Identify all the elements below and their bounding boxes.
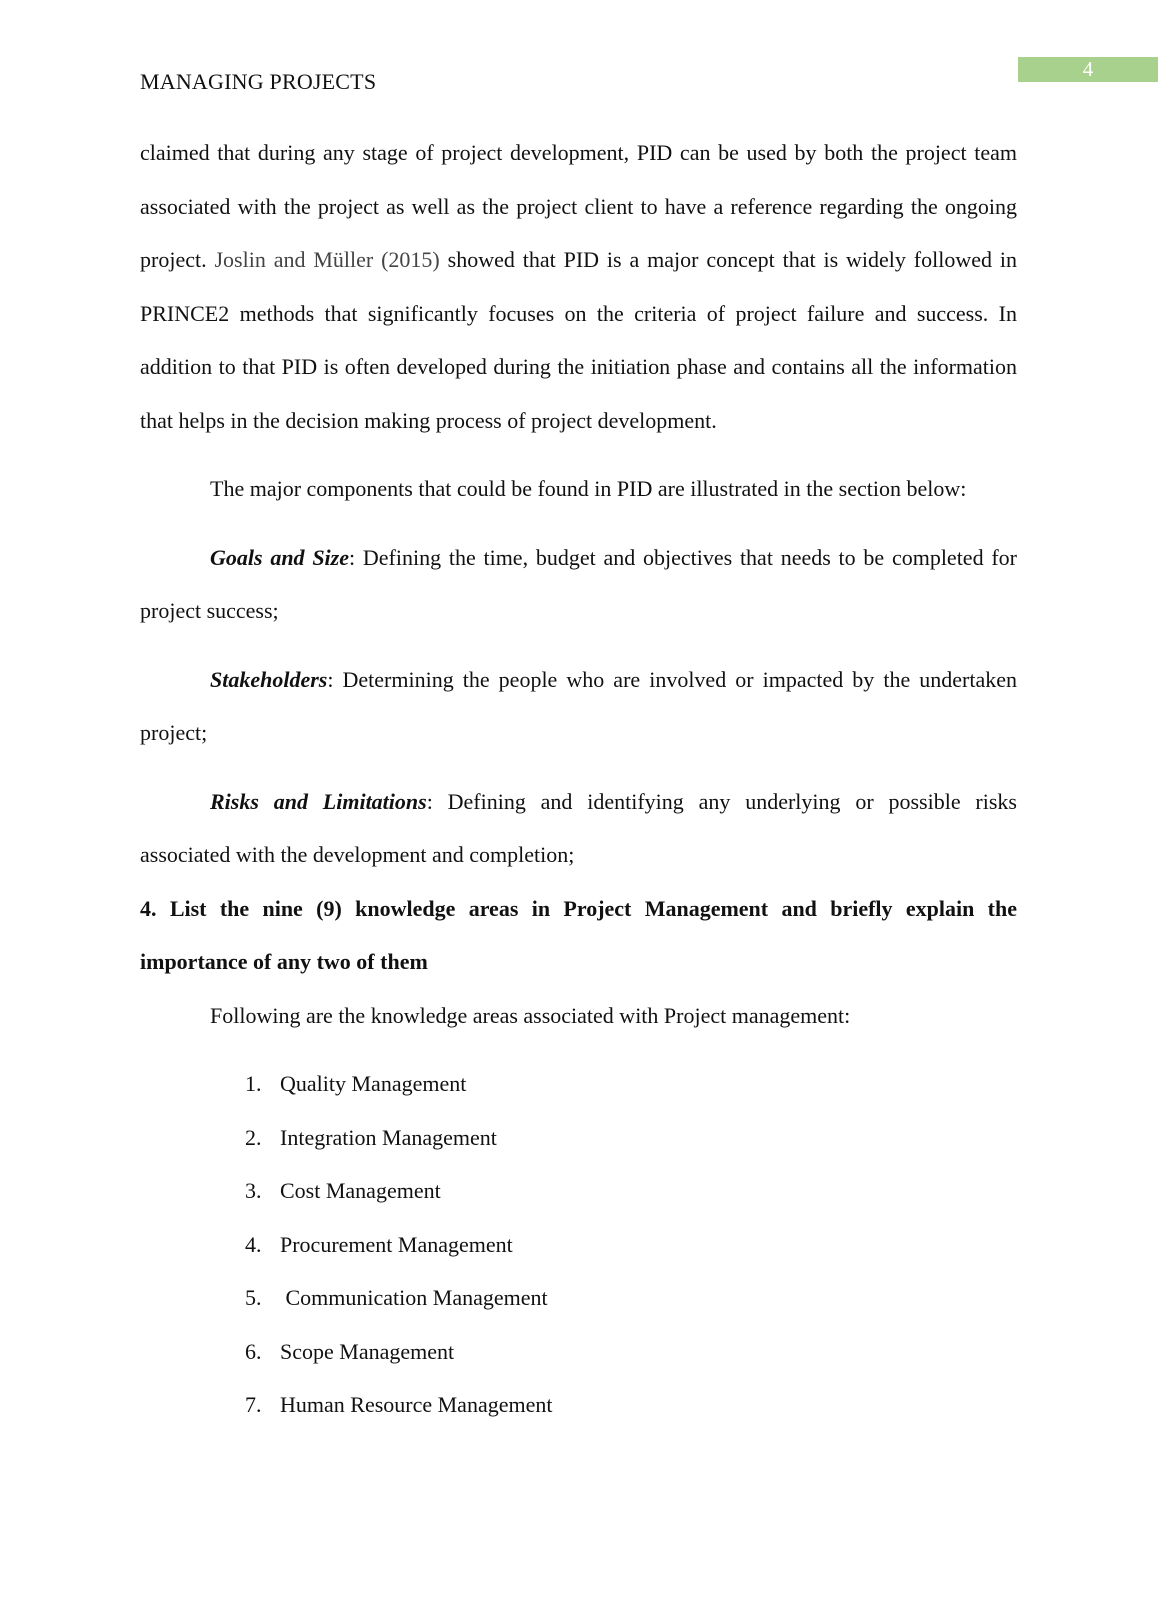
list-number: 1. xyxy=(245,1071,262,1096)
section-heading: 4. List the nine (9) knowledge areas in Project Management and briefly explain the importance of any two of them xyxy=(140,895,1017,974)
component-term: Goals and Size xyxy=(210,544,349,570)
component-goals-and-size xyxy=(140,531,1017,638)
component-description: : Defining the time, budget and objectives that needs to be completed for project success; xyxy=(140,544,1017,623)
paragraph-text: showed that PID is a major concept that is widely followed in PRINCE2 methods that significantly focuses on the criteria of project failure and success. In addition to that PID is often developed during the initiation phase and contains all the information that helps in the decision making process of project development. xyxy=(140,247,1017,433)
list-label: Human Resource Management xyxy=(280,1392,553,1417)
list-number: 6. xyxy=(245,1338,262,1364)
list-item xyxy=(140,1218,1017,1272)
knowledge-areas-list xyxy=(140,1057,1017,1432)
list-number: 3. xyxy=(245,1178,262,1203)
list-label: Cost Management xyxy=(280,1178,441,1203)
paragraph-pid-usage xyxy=(140,126,1017,447)
list-item xyxy=(140,1325,1017,1379)
list-number: 7. xyxy=(245,1392,262,1417)
list-item xyxy=(140,1378,1017,1432)
knowledge-areas-intro: Following are the knowledge areas associated with Project management: xyxy=(210,1002,851,1028)
list-item xyxy=(140,1057,1017,1111)
component-risks-and-limitations xyxy=(140,775,1017,882)
list-number: 2. xyxy=(245,1124,262,1150)
component-description: : Determining the people who are involved or impacted by the undertaken project; xyxy=(140,666,1017,745)
component-description: : Defining and identifying any underlying or possible risks associated with the development and completion; xyxy=(140,788,1017,867)
list-item xyxy=(140,1164,1017,1218)
list-label: Quality Management xyxy=(280,1071,467,1096)
document-body xyxy=(140,126,1017,1432)
component-stakeholders xyxy=(140,653,1017,760)
list-label: Procurement Management xyxy=(280,1231,513,1257)
component-term: Risks and Limitations xyxy=(210,788,427,814)
citation: Joslin and Müller (2015) xyxy=(214,247,440,272)
running-header: MANAGING PROJECTS xyxy=(140,69,377,94)
page-number: 4 xyxy=(1018,57,1158,82)
list-label: Communication Management xyxy=(280,1285,548,1310)
component-term: Stakeholders xyxy=(210,666,328,692)
list-number: 4. xyxy=(245,1231,262,1257)
paragraph-text: claimed that during any stage of project development, PID can be used by both the project team associated with the project as well as the project client to have a reference regarding the ongoing project. xyxy=(140,140,1017,272)
list-item xyxy=(140,1271,1017,1325)
list-label: Scope Management xyxy=(280,1338,455,1364)
list-label: Integration Management xyxy=(280,1124,497,1150)
paragraph-components-intro: The major components that could be found in PID are illustrated in the section below: xyxy=(210,476,967,501)
list-item xyxy=(140,1111,1017,1165)
list-number: 5. xyxy=(245,1285,262,1310)
